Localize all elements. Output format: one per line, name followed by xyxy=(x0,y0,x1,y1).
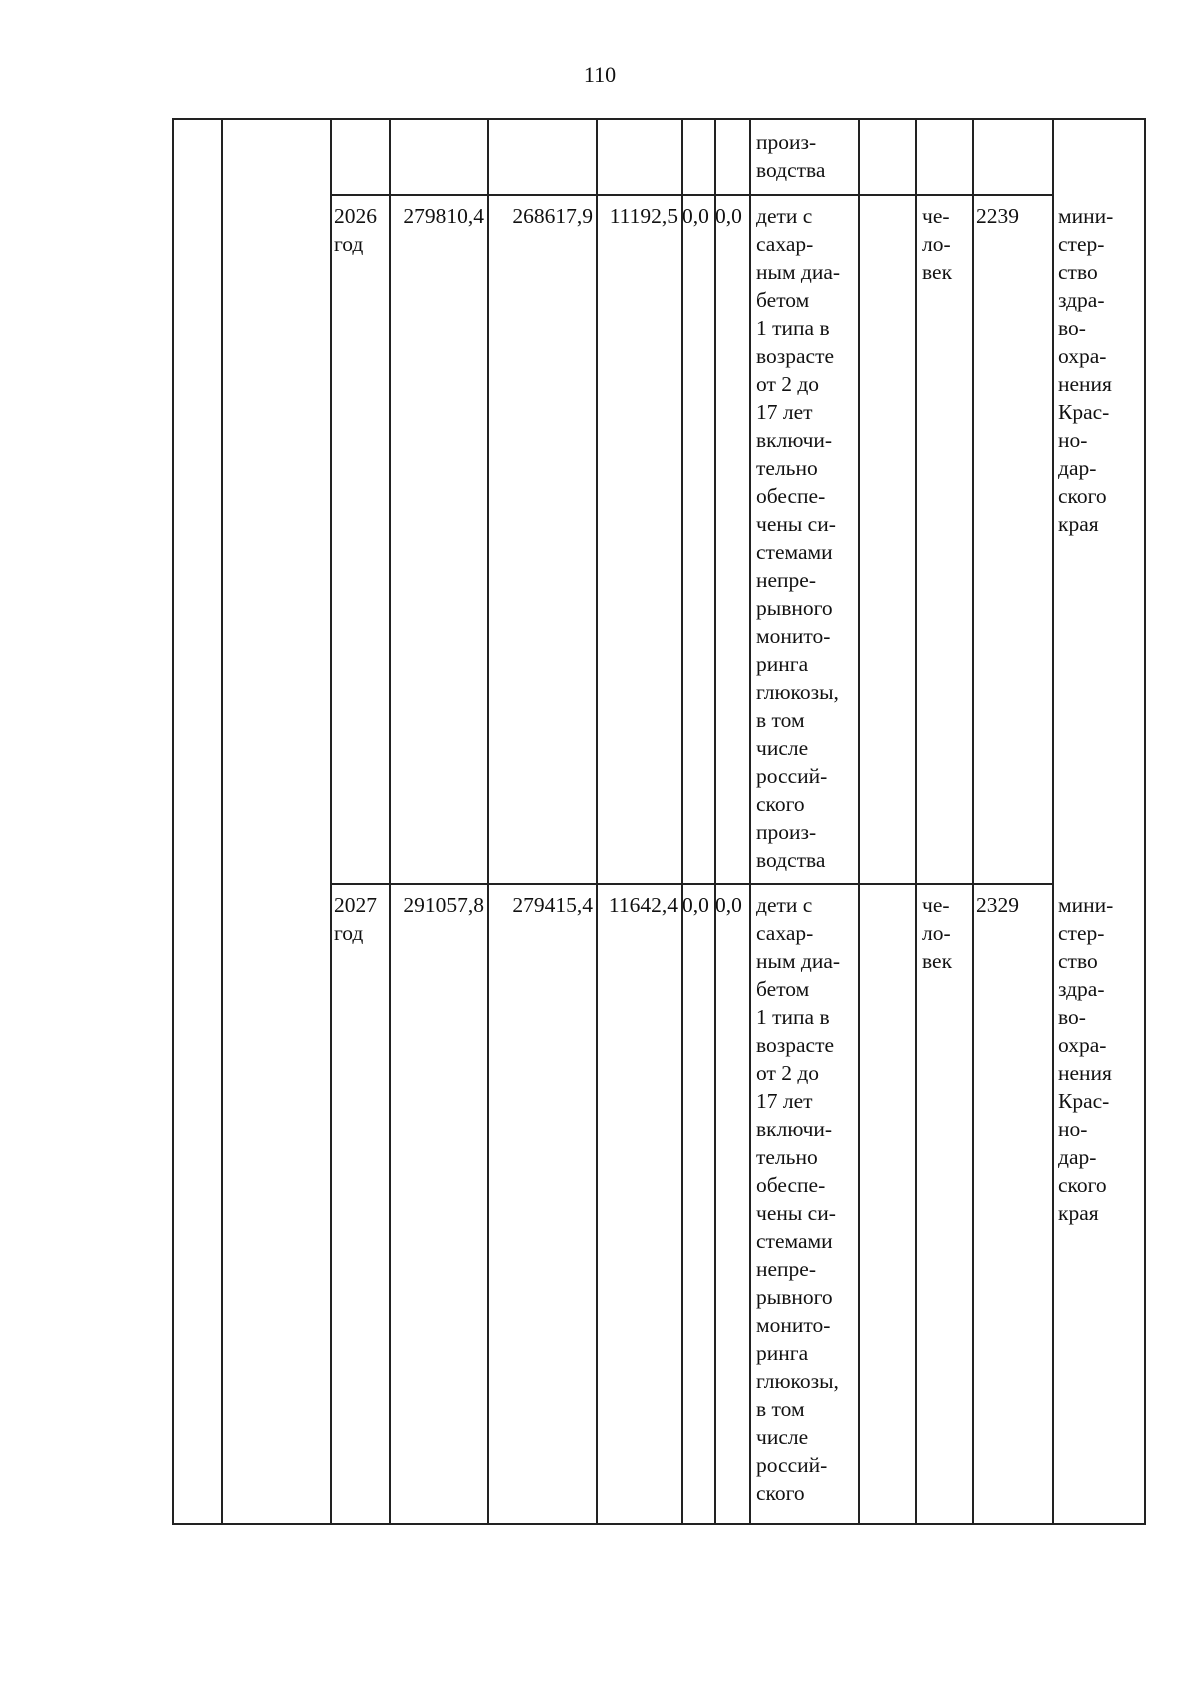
column-divider xyxy=(714,118,716,1525)
federal-amount-cell: 268617,9 xyxy=(512,204,593,228)
column-divider xyxy=(1052,118,1054,1525)
target-value-cell: 2329 xyxy=(976,893,1019,917)
page-number: 110 xyxy=(583,62,617,87)
local-amount-cell: 0,0 xyxy=(682,893,709,917)
unit-cell: че- ло- век xyxy=(922,893,953,973)
table-border-right xyxy=(1144,118,1146,1525)
column-divider xyxy=(487,118,489,1525)
column-divider xyxy=(221,118,223,1525)
program-table xyxy=(172,118,1146,1525)
table-border-bottom xyxy=(172,1523,1146,1525)
regional-amount-cell: 11642,4 xyxy=(608,893,678,917)
indicator-cell: дети с сахар- ным диа- бетом 1 типа в возрасте от 2 до 17 лет включи- тельно обеспе- чены си- стемами непре- рывного монито- ринга глюкозы, в том числе россий- ского произ- водства xyxy=(756,204,841,872)
total-amount-cell: 291057,8 xyxy=(403,893,484,917)
other-amount-cell: 0,0 xyxy=(715,204,742,228)
table-border-top xyxy=(172,118,1146,120)
target-value-cell: 2239 xyxy=(976,204,1019,228)
table-border-left xyxy=(172,118,174,1525)
column-divider xyxy=(596,118,598,1525)
total-amount-cell: 279810,4 xyxy=(403,204,484,228)
year-cell: 2027 год xyxy=(334,893,377,945)
responsible-cell: мини- стер- ство здра- во- охра- нения Крас- но- дар- ского края xyxy=(1058,893,1114,1225)
column-divider xyxy=(330,118,332,1525)
column-divider xyxy=(681,118,683,1525)
year-cell: 2026 год xyxy=(334,204,377,256)
column-divider xyxy=(389,118,391,1525)
unit-cell: че- ло- век xyxy=(922,204,953,284)
responsible-cell: мини- стер- ство здра- во- охра- нения Крас- но- дар- ского края xyxy=(1058,204,1114,536)
federal-amount-cell: 279415,4 xyxy=(512,893,593,917)
indicator-cell: дети с сахар- ным диа- бетом 1 типа в возрасте от 2 до 17 лет включи- тельно обеспе- чены си- стемами непре- рывного монито- ринга глюкозы, в том числе россий- ского xyxy=(756,893,841,1505)
row-divider xyxy=(330,194,1052,196)
column-divider xyxy=(972,118,974,1525)
column-divider xyxy=(858,118,860,1525)
column-divider xyxy=(915,118,917,1525)
row-divider xyxy=(330,883,1052,885)
other-amount-cell: 0,0 xyxy=(715,893,742,917)
indicator-cell-continued: произ- водства xyxy=(756,130,826,182)
local-amount-cell: 0,0 xyxy=(682,204,709,228)
column-divider xyxy=(749,118,751,1525)
regional-amount-cell: 11192,5 xyxy=(609,204,678,228)
